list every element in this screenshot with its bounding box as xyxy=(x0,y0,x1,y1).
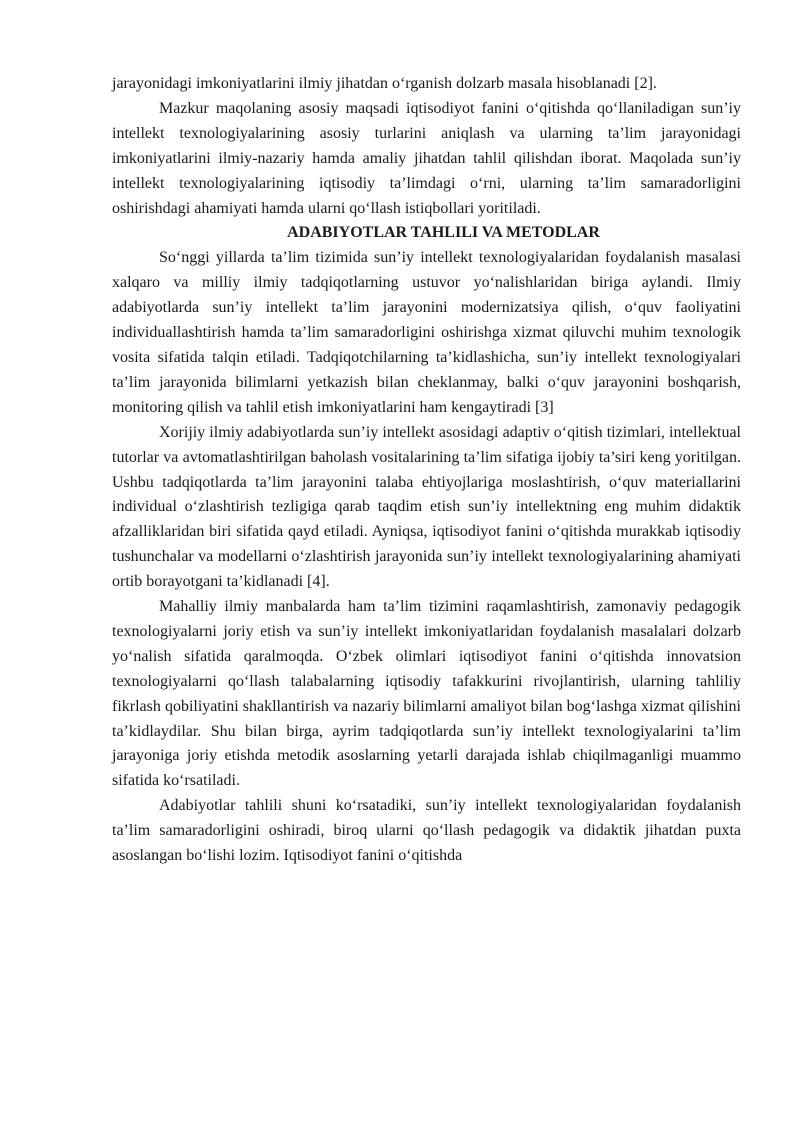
document-page xyxy=(112,72,741,869)
paragraph-literature-3: Mahalliy ilmiy manbalarda ham ta’lim tizimini raqamlashtirish, zamonaviy pedagogik texnologiyalarni joriy etish va sun’iy intellekt imkoniyatlaridan foydalanish masalalari dolzarb yo‘nalish sifatida qaralmoqda. O‘zbek olimlari iqtisodiyot fanini o‘qitishda innovatsion texnologiyalarni qo‘llash talabalarning iqtisodiy tafakkurini rivojlantirish, ularning tahliliy fikrlash qobiliyatini shakllantirish va nazariy bilimlarni amaliyot bilan bog‘lashga xizmat qilishini ta’kidlaydilar. Shu bilan birga, ayrim tadqiqotlarda sun’iy intellekt texnologiyalarini ta’lim jarayoniga joriy etishda metodik asoslarning yetarli darajada ishlab chiqilmaganligi muammo sifatida ko‘rsatiladi. xyxy=(112,598,741,790)
paragraph-literature-4: Adabiyotlar tahlili shuni ko‘rsatadiki, sun’iy intellekt texnologiyalaridan foydalanish ta’lim samaradorligini oshiradi, biroq ularni qo‘llash pedagogik va didaktik jihatdan puxta asoslangan bo‘lishi lozim. Iqtisodiyot fanini o‘qitishda xyxy=(112,797,741,865)
paragraph-continuation: jarayonidagi imkoniyatlarini ilmiy jihatdan o‘rganish dolzarb masala hisoblanadi [2]. xyxy=(112,75,657,92)
paragraph-literature-1: So‘nggi yillarda ta’lim tizimida sun’iy intellekt texnologiyalaridan foydalanish masalasi xalqaro va milliy ilmiy tadqiqotlarning ustuvor yo‘nalishlaridan biriga aylandi. Ilmiy adabiyotlarda sun’iy intellekt ta’lim jarayonini modernizatsiya qilish, o‘quv faoliyatini individuallashtirish hamda ta’lim samaradorligini oshirishga xizmat qiluvchi muhim texnologik vosita sifatida talqin etiladi. Tadqiqotchilarning ta’kidlashicha, sun’iy intellekt texnologiyalari ta’lim jarayonida bilimlarni yetkazish bilan cheklanmay, balki o‘quv jarayonini boshqarish, monitoring qilish va tahlil etish imkoniyatlarini ham kengaytiradi [3] xyxy=(112,249,741,416)
paragraph-aim: Mazkur maqolaning asosiy maqsadi iqtisodiyot fanini o‘qitishda qo‘llaniladigan sun’iy intellekt texnologiyalarining asosiy turlarini aniqlash va ularning ta’lim jarayonidagi imkoniyatlarini ilmiy-nazariy hamda amaliy jihatdan tahlil qilishdan iborat. Maqolada sun’iy intellekt texnologiyalarining iqtisodiy ta’limdagi o‘rni, ularning ta’lim samaradorligini oshirishdagi ahamiyati hamda ularni qo‘llash istiqbollari yoritiladi. xyxy=(112,99,741,217)
section-heading: ADABIYOTLAR TAHLILI VA METODLAR xyxy=(287,224,600,242)
paragraph-literature-2: Xorijiy ilmiy adabiyotlarda sun’iy intellekt asosidagi adaptiv o‘qitish tizimlari, intellektual tutorlar va avtomatlashtirilgan baholash vositalarining ta’lim sifatiga ijobiy ta’siri keng yoritilgan. Ushbu tadqiqotlarda ta’lim jarayonini talaba ehtiyojlariga moslashtirish, o‘quv materiallarini individual o‘zlashtirish tezligiga qarab taqdim etish sun’iy intellektning eng muhim didaktik afzalliklaridan biri sifatida qayd etiladi. Ayniqsa, iqtisodiyot fanini o‘qitishda murakkab iqtisodiy tushunchalar va modellarni o‘zlashtirish jarayonida sun’iy intellekt texnologiyalarining ahamiyati ortib borayotgani ta’kidlanadi [4]. xyxy=(112,423,741,591)
